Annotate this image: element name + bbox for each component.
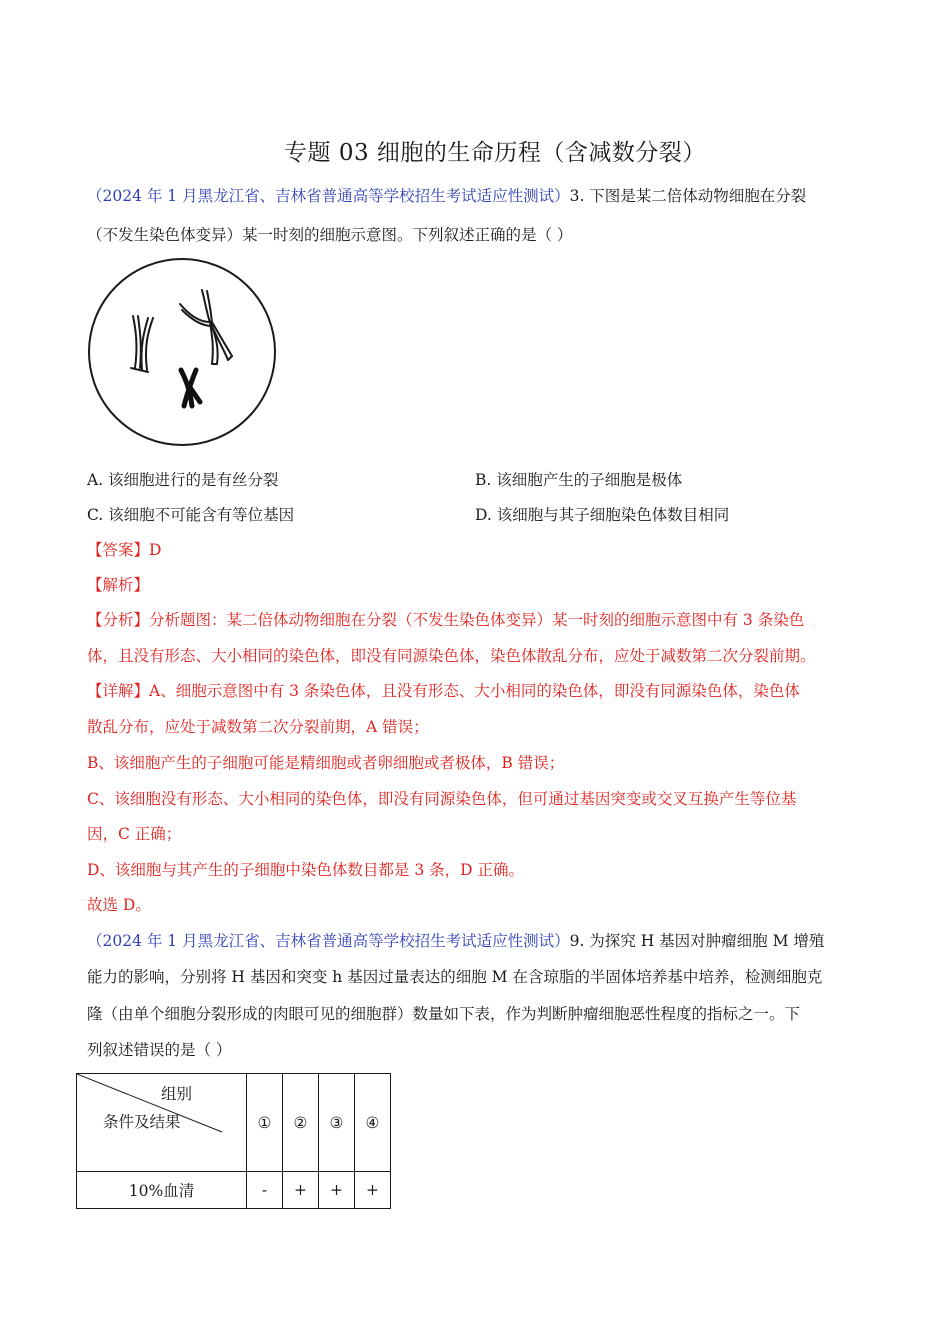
result-table [76, 1073, 391, 1209]
group-header-1: ① [247, 1074, 283, 1172]
row-value-4: + [355, 1172, 391, 1209]
row-value-1: - [247, 1172, 283, 1209]
jiexi-heading: 【解析】 [87, 576, 150, 594]
conclusion: 故选 D。 [87, 896, 151, 914]
detail-c-line-2: 因，C 正确； [87, 825, 182, 843]
analysis-line-2: 体，且没有形态、大小相同的染色体，即没有同源染色体，染色体散乱分布，应处于减数第二次分裂前期。 [87, 647, 816, 665]
table-diagonal-header [77, 1074, 247, 1172]
chromosome-small-outlined [131, 316, 153, 372]
detail-line-2: 散乱分布，应处于减数第二次分裂前期，A 错误； [87, 718, 429, 736]
header-group-label: 组别 [161, 1085, 193, 1103]
cell-membrane [89, 259, 275, 445]
chromosome-large-outlined [180, 290, 232, 364]
group-header-2: ② [283, 1074, 319, 1172]
row-value-3: + [319, 1172, 355, 1209]
header-condition-label: 条件及结果 [103, 1113, 181, 1131]
table-row [77, 1172, 391, 1209]
option-a: A. 该细胞进行的是有丝分裂 [87, 471, 279, 489]
detail-c-line-1: C、该细胞没有形态、大小相同的染色体，即没有同源染色体，但可通过基因突变或交叉互换产生等位基 [87, 790, 797, 808]
detail-d: D、该细胞与其产生的子细胞中染色体数目都是 3 条，D 正确。 [87, 861, 524, 879]
question-3-source: （2024 年 1 月黑龙江省、吉林省普通高等学校招生考试适应性测试） [87, 187, 570, 205]
question-9-stem-start: 9. 为探究 H 基因对肿瘤细胞 M 增殖 [569, 932, 825, 950]
detail-line-1: 【详解】A、细胞示意图中有 3 条染色体，且没有形态、大小相同的染色体，即没有同源染色体，染色体 [87, 682, 800, 700]
page-title: 专题 03 细胞的生命历程（含减数分裂） [284, 140, 706, 166]
question-9-stem-line-3: 隆（由单个细胞分裂形成的肉眼可见的细胞群）数量如下表，作为判断肿瘤细胞恶性程度的指标之一。下 [87, 1005, 801, 1023]
analysis-line-1: 【分析】分析题图：某二倍体动物细胞在分裂（不发生染色体变异）某一时刻的细胞示意图中有 3 条染色 [87, 611, 805, 629]
group-header-3: ③ [319, 1074, 355, 1172]
cell-chromosome-diagram [86, 256, 278, 448]
row-value-2: + [283, 1172, 319, 1209]
option-b: B. 该细胞产生的子细胞是极体 [475, 471, 683, 489]
question-9-stem-line-1 [87, 931, 877, 951]
question-9-source: （2024 年 1 月黑龙江省、吉林省普通高等学校招生考试适应性测试） [87, 932, 570, 950]
question-9-stem-line-2: 能力的影响，分别将 H 基因和突变 h 基因过量表达的细胞 M 在含琼脂的半固体培养基中培养，检测细胞克 [87, 968, 823, 986]
question-3-stem-line-1 [87, 186, 877, 206]
group-header-4: ④ [355, 1074, 391, 1172]
row-label: 10%血清 [77, 1172, 247, 1209]
table-header-row [77, 1074, 391, 1172]
question-9-stem-line-4: 列叙述错误的是（ ） [87, 1041, 232, 1059]
option-d: D. 该细胞与其子细胞染色体数目相同 [475, 506, 730, 524]
option-c: C. 该细胞不可能含有等位基因 [87, 506, 295, 524]
chromosome-small-solid [181, 370, 200, 406]
answer: 【答案】D [87, 541, 162, 559]
question-3-stem-line-2: （不发生染色体变异）某一时刻的细胞示意图。下列叙述正确的是（ ） [87, 226, 573, 244]
detail-b: B、该细胞产生的子细胞可能是精细胞或者卵细胞或者极体，B 错误； [87, 754, 565, 772]
question-3-stem-start: 3. 下图是某二倍体动物细胞在分裂 [569, 187, 807, 205]
